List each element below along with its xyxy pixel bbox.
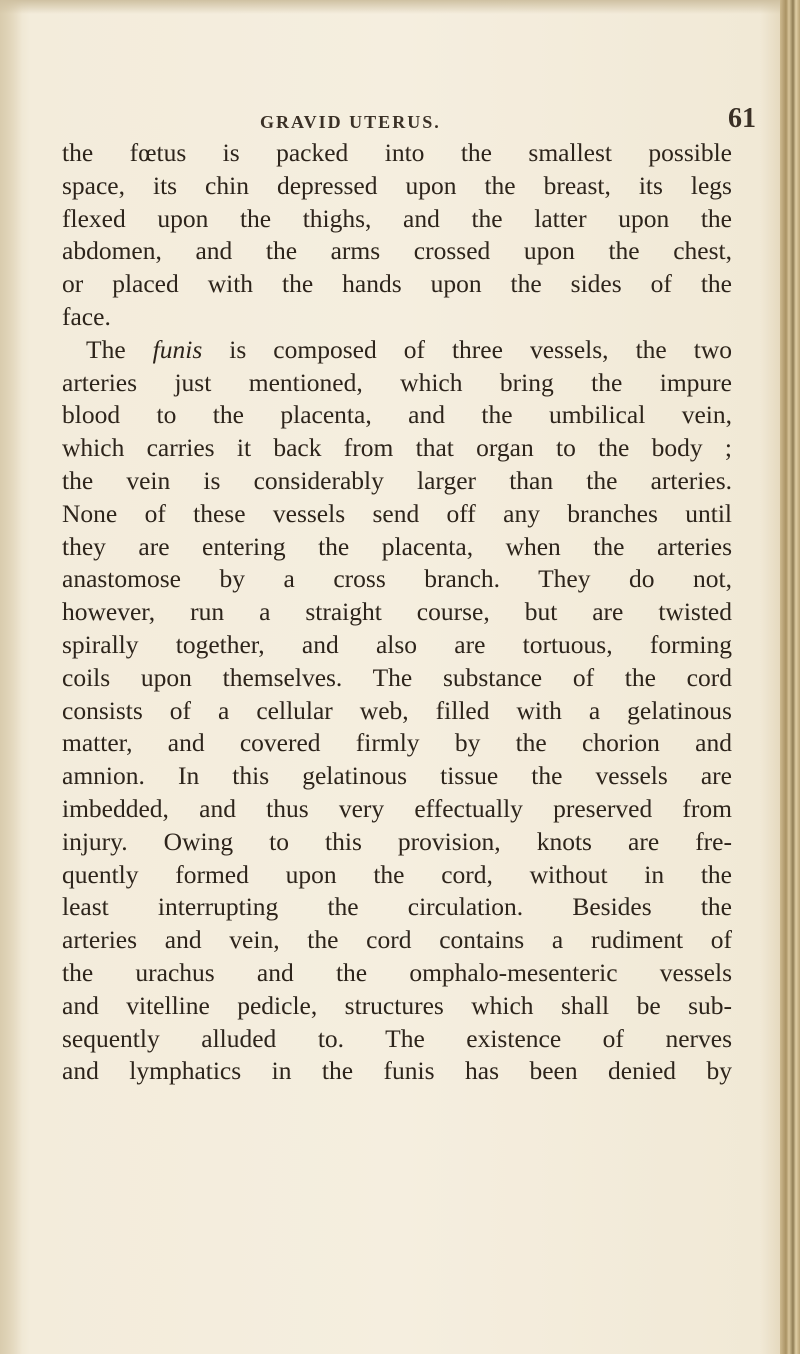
text-fragment: The: [86, 334, 153, 364]
text-line: injury. Owing to this provision, knots are fre-: [62, 826, 732, 856]
text-line: however, run a straight course, but are twisted: [62, 597, 732, 627]
text-line: imbedded, and thus very effectually preserved from: [62, 793, 732, 823]
text-line: spirally together, and also are tortuous, forming: [62, 629, 732, 659]
text-line: sequently alluded to. The existence of nerves: [62, 1023, 732, 1053]
spine-shadow: [0, 0, 22, 1354]
text-line: or placed with the hands upon the sides of the: [62, 269, 732, 299]
top-shadow: [0, 0, 800, 14]
text-line: amnion. In this gelatinous tissue the vessels are: [62, 761, 732, 791]
text-line: abdomen, and the arms crossed upon the chest,: [62, 236, 732, 266]
text-line: the fœtus is packed into the smallest possible: [62, 138, 732, 167]
text-line: they are entering the placenta, when the arteries: [62, 531, 732, 561]
text-line: the urachus and the omphalo-mesenteric vessels: [62, 957, 732, 987]
text-line: least interrupting the circulation. Besides the: [62, 892, 732, 922]
page-edge: [780, 0, 800, 1354]
text-line: face.: [62, 301, 111, 331]
text-line: consists of a cellular web, filled with a gelatinous: [62, 695, 732, 725]
text-line: arteries and vein, the cord contains a rudiment of: [62, 925, 732, 955]
text-line: space, its chin depressed upon the breast, its legs: [62, 170, 732, 200]
text-line: which carries it back from that organ to the body ;: [62, 433, 732, 463]
text-line: flexed upon the thighs, and the latter upon the: [62, 203, 732, 233]
text-line: anastomose by a cross branch. They do not,: [62, 564, 732, 594]
text-fragment: is composed of three vessels, the two: [202, 334, 732, 364]
page-number: 61: [728, 103, 756, 134]
text-line: matter, and covered firmly by the chorion and: [62, 728, 732, 758]
text-line: quently formed upon the cord, without in the: [62, 859, 732, 889]
body-text: [62, 137, 732, 1088]
text-line: and lymphatics in the funis has been denied by: [62, 1056, 732, 1086]
text-line: coils upon themselves. The substance of the cord: [62, 662, 732, 692]
italic-term: funis: [152, 334, 203, 364]
text-line: and vitelline pedicle, structures which shall be sub-: [62, 990, 732, 1020]
running-head: GRAVID UTERUS.: [260, 112, 441, 132]
paragraph-first-line: [62, 334, 732, 367]
text-line: blood to the placenta, and the umbilical vein,: [62, 400, 732, 430]
text-line: the vein is considerably larger than the arteries.: [62, 465, 732, 495]
text-line: arteries just mentioned, which bring the impure: [62, 367, 732, 397]
text-line: None of these vessels send off any branches until: [62, 498, 732, 528]
